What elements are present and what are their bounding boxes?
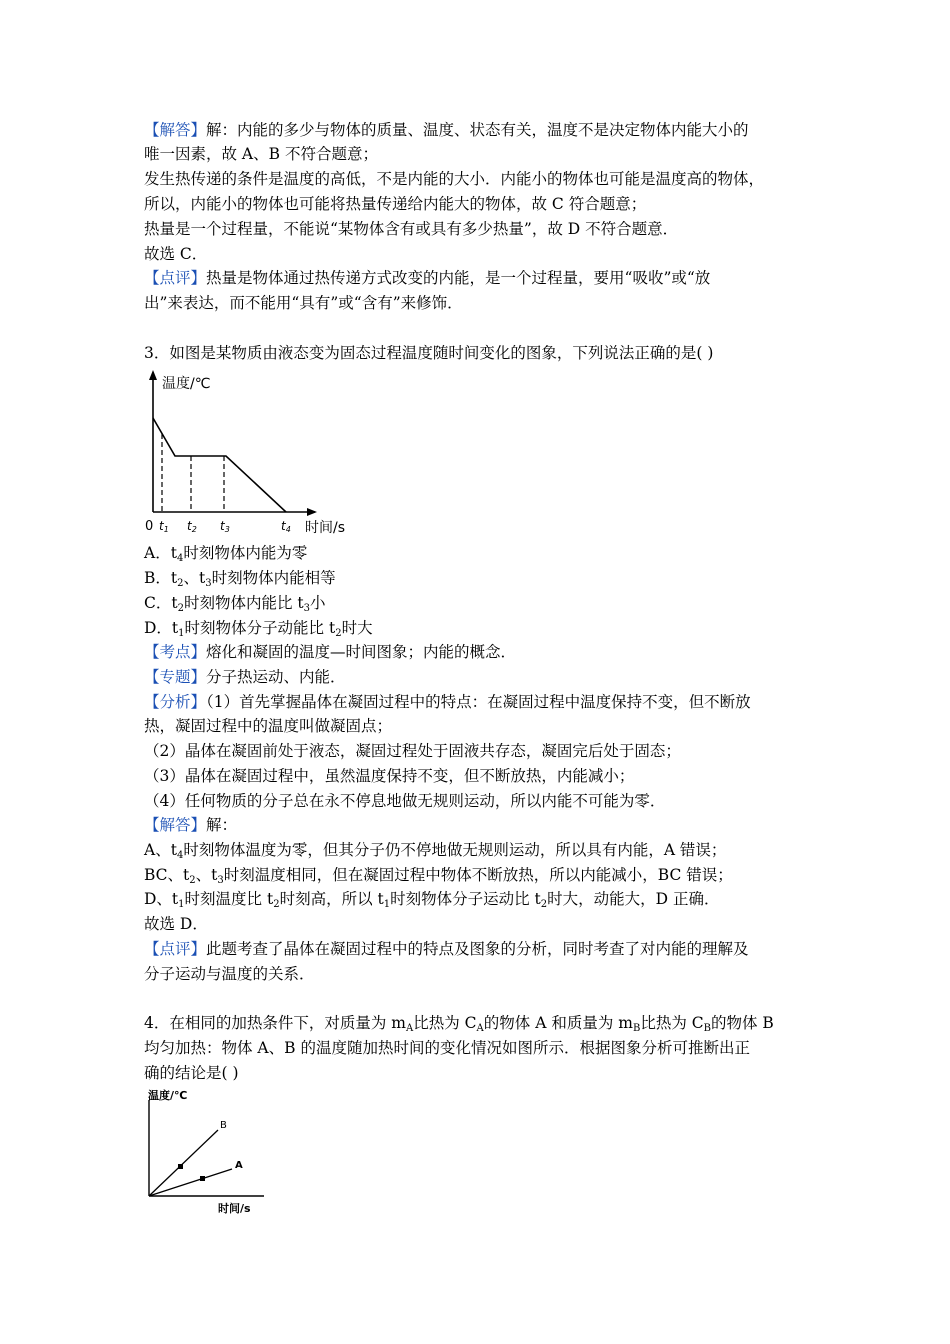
q3-stem: 3．如图是某物质由液态变为固态过程温度随时间变化的图象，下列说法正确的是( ) [144, 344, 714, 362]
y-axis-label: 温度/℃ [148, 1089, 188, 1102]
q3-option-d: D．$t_1$时刻物体分子动能比 $t_2$时大 [144, 619, 373, 639]
jieda-tag: 【解答】 [144, 121, 207, 139]
q2-jieda-line: 【解答】解：内能的多少与物体的质量、温度、状态有关，温度不是决定物体内能大小的 [144, 121, 749, 139]
q3-figure [140, 368, 370, 538]
kaodian-tag: 【考点】 [144, 643, 207, 661]
label-b: B [220, 1120, 227, 1131]
q2-dianping-line: 出”来表达，而不能用“具有”或“含有”来修饰． [144, 294, 463, 312]
q2-jieda-line: 热量是一个过程量，不能说“某物体含有或具有多少热量”，故 D 不符合题意． [144, 220, 679, 238]
y-axis-arrow-icon [149, 370, 157, 380]
q3-fenxi-line: （4）任何物质的分子总在永不停息地做无规则运动，所以内能不可能为零． [144, 792, 666, 810]
q3-kaodian: 【考点】熔化和凝固的温度—时间图象；内能的概念． [144, 643, 517, 661]
q2-jieda-line: 发生热传递的条件是温度的高低，不是内能的大小．内能小的物体也可能是温度高的物体， [144, 170, 765, 188]
jieda-tag: 【解答】 [144, 816, 207, 834]
q3-dianping-line: 【点评】此题考查了晶体在凝固过程中的特点及图象的分析，同时考查了对内能的理解及 [144, 940, 749, 958]
q3-jieda-a: A、$t_4$时刻物体温度为零，但其分子仍不停地做无规则运动，所以具有内能，A 错误； [144, 841, 727, 861]
origin-label: 0 [145, 519, 154, 534]
q3-option-a: A．$t_4$时刻物体内能为零 [144, 544, 308, 564]
q2-dianping-line: 【点评】热量是物体通过热传递方式改变的内能，是一个过程量，要用“吸收”或“放 [144, 269, 711, 287]
cooling-curve [153, 418, 286, 512]
line-b-marker [178, 1164, 183, 1169]
q2-jieda-line: 唯一因素，故 A、B 不符合题意； [144, 145, 378, 163]
tick-t2: t2 [187, 519, 197, 534]
q3-dianping-line: 分子运动与温度的关系． [144, 965, 315, 983]
x-axis-label: 时间/s [218, 1202, 251, 1215]
q3-fenxi-line: （2）晶体在凝固前处于液态，凝固过程处于固液共存态，凝固完后处于固态； [144, 742, 681, 760]
label-a: A [235, 1160, 243, 1171]
q3-answer: 故选 D． [144, 915, 208, 933]
line-b [149, 1130, 218, 1196]
q3-jieda-d: D、$t_1$时刻温度比 $t_2$时刻高，所以 $t_1$时刻物体分子运动比 $t_2$时大，动能大，D 正确． [144, 890, 720, 910]
line-a-marker [200, 1176, 205, 1181]
q3-option-b: B．$t_2$、$t_3$时刻物体内能相等 [144, 569, 336, 589]
q4-stem-line: 确的结论是( ) [144, 1064, 239, 1082]
q4-stem-line: 4．在相同的加热条件下，对质量为 $m_A$比热为 $C_A$的物体 A 和质量为 $m_B$比热为 $C_B$的物体 B [144, 1014, 774, 1034]
tick-t1: t1 [159, 519, 169, 534]
q3-fenxi-line: 【分析】（1）首先掌握晶体在凝固过程中的特点：在凝固过程中温度保持不变，但不断放 [144, 693, 751, 711]
tick-t4: t4 [281, 519, 291, 534]
dianping-tag: 【点评】 [144, 940, 207, 958]
fenxi-tag: 【分析】 [144, 693, 207, 711]
line-a [149, 1169, 232, 1196]
q3-fenxi-line: （3）晶体在凝固过程中，虽然温度保持不变，但不断放热，内能减小； [144, 767, 635, 785]
y-axis-label: 温度/℃ [162, 376, 211, 392]
q3-jieda-bc: BC、$t_2$、$t_3$时刻温度相同，但在凝固过程中物体不断放热，所以内能减小，BC 错误； [144, 866, 733, 886]
q3-zhuanti: 【专题】分子热运动、内能． [144, 668, 346, 686]
x-axis-label: 时间/s [305, 520, 346, 536]
q3-option-c: C．$t_2$时刻物体内能比 $t_3$小 [144, 594, 326, 614]
q2-jieda-line: 所以，内能小的物体也可能将热量传递给内能大的物体，故 C 符合题意； [144, 195, 647, 213]
q3-jieda-head: 【解答】解： [144, 816, 238, 834]
zhuanti-tag: 【专题】 [144, 668, 207, 686]
q3-fenxi-line: 热，凝固过程中的温度叫做凝固点； [144, 717, 393, 735]
dianping-tag: 【点评】 [144, 269, 207, 287]
x-axis-arrow-icon [307, 508, 317, 516]
q4-stem-line: 均匀加热：物体 A、B 的温度随加热时间的变化情况如图所示．根据图象分析可推断出正 [144, 1039, 750, 1057]
q4-figure [140, 1086, 285, 1216]
q2-answer: 故选 C． [144, 245, 208, 263]
tick-t3: t3 [220, 519, 230, 534]
